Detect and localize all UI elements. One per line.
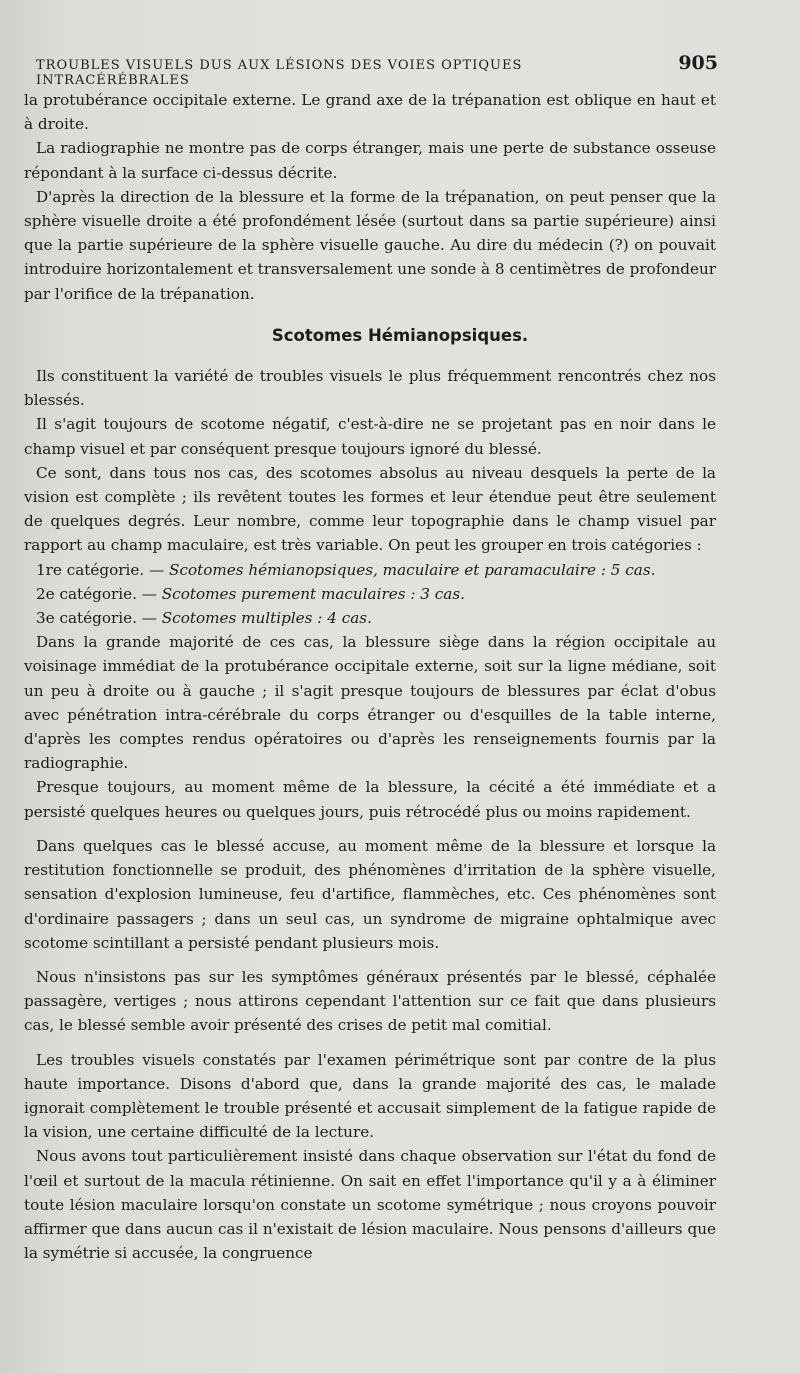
body-text xyxy=(24,88,716,1265)
category-label: 2e catégorie. — xyxy=(36,584,157,603)
paragraph: Nous avons tout particulièrement insisté dans chaque observation sur l'état du fond de l'œil et surtout de la macula rétinienne. On sait en effet l'importance qu'il y a à éliminer toute lésion maculaire lorsqu'on constate un scotome symétrique ; nous croyons pouvoir affirmer que dans aucun cas il n'existait de lésion maculaire. Nous pensons d'ailleurs que la symétrie si accusée, la congruence xyxy=(24,1147,716,1263)
paragraph: Ce sont, dans tous nos cas, des scotomes absolus au niveau desquels la perte de la vision est complète ; ils revêtent toutes les formes et leur étendue peut être seulement de quelques degrés. Leur nombre, comme leur topographie dans le champ visuel par rapport au champ maculaire, est très variable. On peut les grouper en trois catégories : xyxy=(24,463,716,555)
category-line xyxy=(24,582,716,606)
category-line xyxy=(24,606,716,630)
section-heading: Scotomes Hémianopsiques. xyxy=(271,325,529,345)
paragraph: Dans quelques cas le blessé accuse, au moment même de la blessure et lorsque la restitution fonctionnelle se produit, des phénomènes d'irritation de la sphère visuelle, sensation d'explosion lumineuse, feu d'artifice, flammèches, etc. Ces phénomènes sont d'ordinaire passagers ; dans un seul cas, un syndrome de migraine ophtalmique avec scotome scintillant a persisté pendant plusieurs mois. xyxy=(24,836,716,952)
paragraph: D'après la direction de la blessure et la forme de la trépanation, on peut penser que la sphère visuelle droite a été profondément lésée (surtout dans sa partie supérieure) ainsi que la partie supérieure de la sphère visuelle gauche. Au dire du médecin (?) on pouvait introduire horizontalement et transversalement une sonde à 8 centimètres de profondeur par l'orifice de la trépanation. xyxy=(24,187,716,303)
paragraph: La radiographie ne montre pas de corps étranger, mais une perte de substance osseuse répondant à la surface ci-dessus décrite. xyxy=(24,139,716,182)
category-label: 1re catégorie. — xyxy=(36,560,165,579)
page-number: 905 xyxy=(678,52,718,74)
running-title: TROUBLES VISUELS DUS AUX LÉSIONS DES VOIES OPTIQUES INTRACÉRÉBRALES xyxy=(36,58,523,88)
paragraph: Presque toujours, au moment même de la blessure, la cécité a été immédiate et a persisté quelques heures ou quelques jours, puis rétrocédé plus ou moins rapidement. xyxy=(24,778,716,821)
paragraph: la protubérance occipitale externe. Le grand axe de la trépanation est oblique en haut et à droite. xyxy=(24,91,716,134)
category-text: Scotomes hémianopsiques, maculaire et paramaculaire : 5 cas. xyxy=(169,560,656,579)
paragraph: Dans la grande majorité de ces cas, la blessure siège dans la région occipitale au voisinage immédiat de la protubérance occipitale externe, soit sur la ligne médiane, soit un peu à droite ou à gauche ; il s'agit presque toujours de blessures par éclat d'obus avec pénétration intra-cérébrale du corps étranger ou d'esquilles de la table interne, d'après les comptes rendus opératoires ou d'après les renseignements fournis par la radiographie. xyxy=(24,633,716,773)
paragraph: Les troubles visuels constatés par l'examen périmétrique sont par contre de la plus haute importance. Disons d'abord que, dans la grande majorité des cas, le malade ignorait complètement le trouble présenté et accusait simplement de la fatigue rapide de la vision, une certaine difficulté de la lecture. xyxy=(24,1050,716,1142)
paragraph: Nous n'insistons pas sur les symptômes généraux présentés par le blessé, céphalée passagère, vertiges ; nous attirons cependant l'attention sur ce fait que dans plusieurs cas, le blessé semble avoir présenté des crises de petit mal comitial. xyxy=(24,967,716,1035)
category-label: 3e catégorie. — xyxy=(36,609,157,628)
category-line xyxy=(24,558,716,582)
paragraph: Il s'agit toujours de scotome négatif, c'est-à-dire ne se projetant pas en noir dans le champ visuel et par conséquent presque toujours ignoré du blessé. xyxy=(24,415,716,458)
paragraph: Ils constituent la variété de troubles visuels le plus fréquemment rencontrés chez nos blessés. xyxy=(24,367,716,410)
category-text: Scotomes multiples : 4 cas. xyxy=(161,609,372,628)
category-text: Scotomes purement maculaires : 3 cas. xyxy=(161,584,465,603)
running-header xyxy=(36,52,718,88)
